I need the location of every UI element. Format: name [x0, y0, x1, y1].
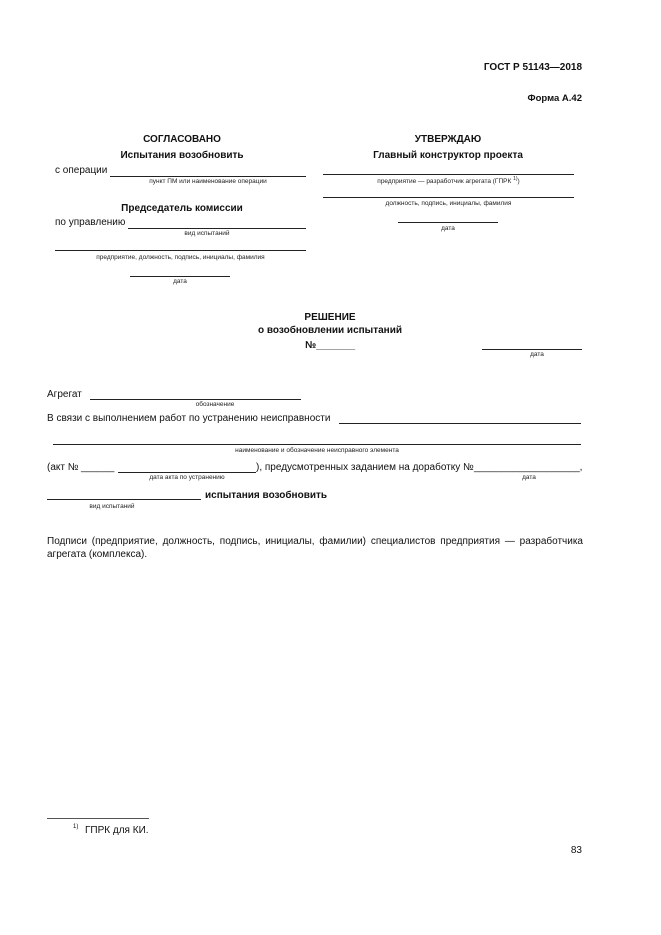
element-line[interactable]	[53, 444, 581, 445]
chairman-title: Председатель комиссии	[121, 203, 243, 214]
resume-text: испытания возобновить	[205, 490, 328, 501]
act-number-blank[interactable]: ______	[81, 462, 115, 473]
element-caption: наименование и обозначение неисправного элемента	[235, 447, 399, 454]
reason-line[interactable]	[339, 423, 581, 424]
decision-date-caption: дата	[530, 351, 544, 358]
designer-person-line[interactable]	[323, 197, 574, 198]
unit-line[interactable]	[90, 399, 301, 400]
designer-date-line[interactable]	[398, 222, 498, 223]
decision-date-line[interactable]	[482, 349, 582, 350]
act-date-caption: дата акта по устранению	[149, 474, 225, 481]
operation-line[interactable]	[110, 176, 306, 177]
footnote-separator	[47, 818, 149, 819]
operation-label: с операции	[55, 165, 108, 176]
operation-caption: пункт ПМ или наименование операции	[149, 178, 267, 185]
signatures-text: Подписи (предприятие, должность, подпись, инициалы, фамилии) специалистов предприятия — разработчика агрегата (комплекса).	[47, 536, 583, 560]
chairman-date-line[interactable]	[130, 276, 230, 277]
task-number-blank[interactable]: ___________________,	[474, 462, 583, 473]
act-date-line[interactable]	[118, 472, 256, 473]
enterprise-caption-text: предприятие — разработчик агрегата (ГПРК	[377, 178, 512, 186]
approve-subtitle: Главный конструктор проекта	[373, 150, 523, 161]
decision-title: РЕШЕНИЕ	[304, 312, 356, 323]
department-label: по управлению	[55, 217, 126, 228]
approve-title: УТВЕРЖДАЮ	[414, 134, 482, 145]
chairman-person-line[interactable]	[55, 250, 306, 251]
enterprise-caption	[323, 176, 574, 185]
department-line[interactable]	[128, 228, 306, 229]
unit-caption: обозначение	[195, 401, 235, 408]
task-date-caption: дата	[522, 474, 536, 481]
enterprise-footnote-mark: 1)	[513, 176, 518, 182]
approved-subtitle: Испытания возобновить	[120, 150, 244, 161]
designer-person-caption: должность, подпись, инициалы, фамилия	[385, 200, 512, 207]
chairman-date-caption: дата	[173, 278, 187, 285]
act-open: (акт №	[47, 462, 79, 473]
approved-title: СОГЛАСОВАНО	[143, 134, 221, 145]
decision-subtitle: о возобновлении испытаний	[257, 325, 403, 336]
enterprise-line[interactable]	[323, 174, 574, 175]
standard-number: ГОСТ Р 51143—2018	[483, 62, 582, 73]
form-number: Форма А.42	[527, 93, 582, 104]
department-caption: вид испытаний	[184, 230, 230, 237]
test-type-caption: вид испытаний	[89, 503, 135, 510]
chairman-person-caption: предприятие, должность, подпись, инициалы, фамилия	[96, 254, 265, 261]
enterprise-caption-close: )	[517, 178, 520, 186]
decision-number[interactable]: №_______	[304, 340, 356, 351]
test-type-line[interactable]	[47, 499, 201, 500]
footnote-mark: 1)	[73, 824, 79, 830]
designer-date-caption: дата	[441, 225, 455, 232]
reason-text: В связи с выполнением работ по устранению неисправности	[47, 413, 331, 424]
page-number: 83	[570, 845, 582, 856]
footnote-text: ГПРК для КИ.	[85, 825, 149, 836]
unit-label: Агрегат	[47, 389, 82, 400]
act-close: ), предусмотренных заданием на доработку №	[256, 462, 474, 473]
